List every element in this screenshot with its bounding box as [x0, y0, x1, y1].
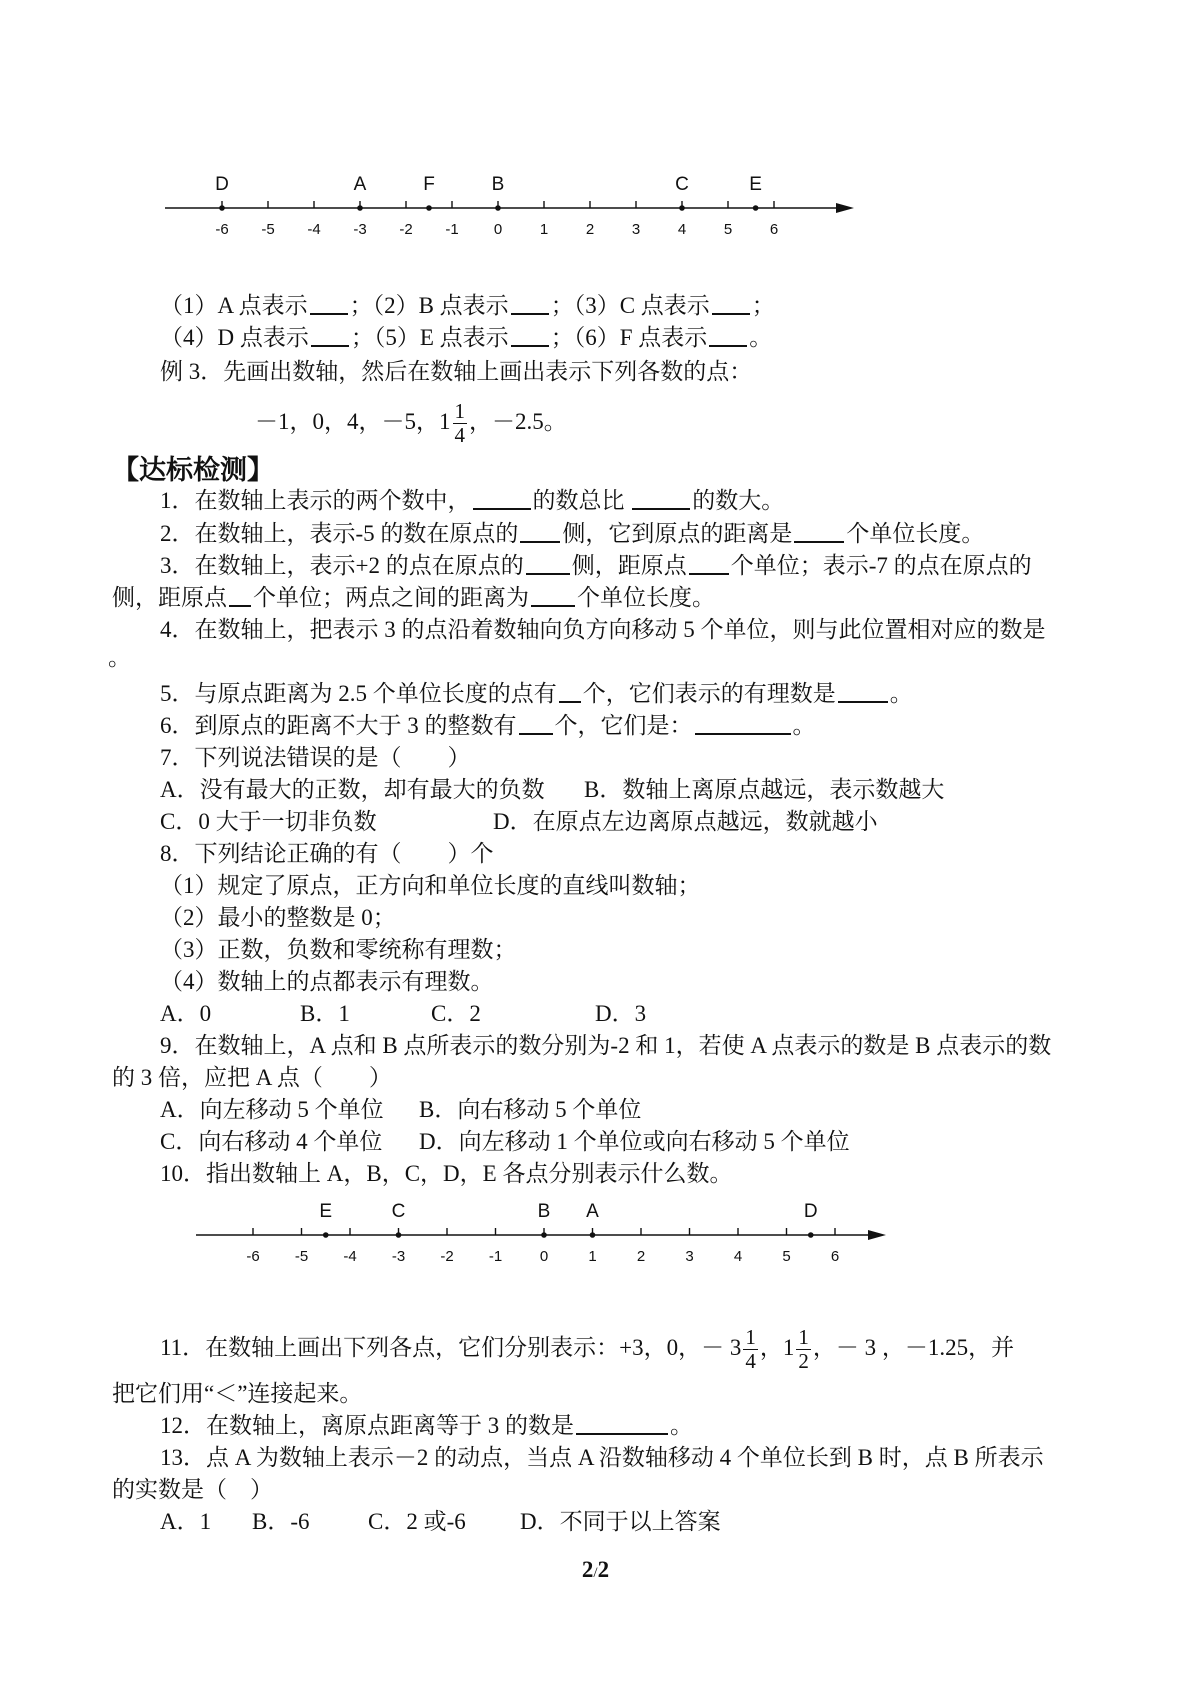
answer-blank[interactable]	[511, 323, 549, 347]
answer-blank[interactable]	[311, 323, 349, 347]
page-number	[0, 1557, 1191, 1583]
answer-blank[interactable]	[531, 583, 575, 607]
question-8-option-a[interactable]: A．0	[160, 1001, 212, 1026]
question-1	[160, 485, 784, 517]
question-text: 。	[889, 681, 913, 706]
question-13-line2: 的实数是（ ）	[112, 1477, 273, 1502]
point-dot	[495, 205, 501, 211]
question-8-option-c[interactable]: C．2	[431, 1001, 481, 1026]
question-text: ，1	[759, 1335, 795, 1360]
section-title: 【达标检测】	[112, 455, 274, 486]
answer-blank[interactable]	[709, 323, 747, 347]
tick-label: 4	[733, 1248, 743, 1265]
tick-label: 6	[769, 221, 779, 238]
punctuation: ；	[751, 293, 775, 318]
question-9-line2: 的 3 倍，应把 A 点（ ）	[112, 1065, 392, 1090]
question-text: 1．在数轴上表示的两个数中，	[160, 488, 471, 513]
question-13-line1: 13．点 A 为数轴上表示－2 的动点，当点 A 沿数轴移动 4 个单位长到 B 时，点 B 所表示	[160, 1445, 1044, 1470]
point-label: A	[353, 174, 367, 195]
fraction-denominator: 2	[798, 1349, 809, 1374]
question-3-line2	[112, 582, 715, 614]
question-8-statement-4: （4）数轴上的点都表示有理数。	[160, 969, 494, 994]
question-10: 10．指出数轴上 A，B，C，D，E 各点分别表示什么数。	[160, 1161, 733, 1186]
question-text: ，－ 3 ，－1.25，并	[812, 1335, 1015, 1360]
question-9-option-b[interactable]: B．向右移动 5 个单位	[419, 1097, 642, 1122]
question-text: 6．到原点的距离不大于 3 的整数有	[160, 713, 517, 738]
tick-label: -3	[353, 221, 367, 238]
question-5	[160, 678, 913, 710]
question-7-option-d[interactable]: D．在原点左边离原点越远，数就越小	[493, 809, 878, 834]
question-text: 侧，距原点	[112, 585, 227, 610]
question-6	[160, 710, 816, 742]
point-label: E	[319, 1201, 333, 1222]
q-c-point: ；（3）C 点表示	[550, 293, 710, 318]
question-8: 8．下列结论正确的有（ ）个	[160, 841, 494, 866]
tick-label: -2	[440, 1248, 454, 1265]
axis-arrow	[836, 203, 854, 213]
point-dot	[590, 1232, 596, 1238]
question-9-option-c[interactable]: C．向右移动 4 个单位	[160, 1129, 383, 1154]
question-text: 3．在数轴上，表示+2 的点在原点的	[160, 553, 524, 578]
tick-label: -4	[343, 1248, 357, 1265]
q-d-point: （4）D 点表示	[160, 325, 309, 350]
question-2	[160, 518, 984, 550]
q-b-point: ；（2）B 点表示	[349, 293, 509, 318]
point-label: D	[803, 1201, 818, 1222]
question-4-end: 。	[108, 645, 131, 670]
question-text: 个，它们表示的有理数是	[582, 681, 836, 706]
tick-label: 2	[636, 1248, 646, 1265]
punctuation: 。	[749, 325, 773, 350]
question-7: 7．下列说法错误的是（ ）	[160, 745, 471, 770]
question-text: 12．在数轴上，离原点距离等于 3 的数是	[160, 1413, 574, 1438]
example2-line1	[160, 290, 775, 322]
answer-blank[interactable]	[473, 486, 531, 510]
answer-blank[interactable]	[526, 551, 570, 575]
question-8-statement-3: （3）正数，负数和零统称有理数；	[160, 937, 517, 962]
fraction	[743, 1326, 758, 1373]
question-11-line1	[160, 1322, 1014, 1374]
fraction	[453, 400, 468, 447]
tick-label: -2	[399, 221, 413, 238]
point-label: B	[537, 1201, 551, 1222]
question-text: 2．在数轴上，表示-5 的数在原点的	[160, 521, 519, 546]
page-current: 2	[581, 1557, 594, 1582]
answer-blank[interactable]	[689, 551, 729, 575]
question-13-option-c[interactable]: C．2 或-6	[368, 1509, 466, 1534]
question-9-option-a[interactable]: A．向左移动 5 个单位	[160, 1097, 384, 1122]
point-label: A	[586, 1201, 599, 1222]
answer-blank[interactable]	[632, 486, 690, 510]
point-dot	[808, 1232, 814, 1238]
question-text: 个单位长度。	[846, 521, 985, 546]
tick-label: 5	[782, 1248, 791, 1265]
point-dot	[219, 205, 225, 211]
point-dot	[357, 205, 363, 211]
answer-blank[interactable]	[838, 679, 888, 703]
tick-label: -6	[215, 221, 229, 238]
example2-line2	[160, 322, 772, 354]
number-line-2-svg	[0, 1180, 1191, 1300]
number-line-2	[0, 1180, 1191, 1300]
question-12	[160, 1410, 693, 1442]
answer-blank[interactable]	[576, 1411, 668, 1435]
question-13-option-a[interactable]: A．1	[160, 1509, 212, 1534]
answer-blank[interactable]	[511, 291, 549, 315]
question-7-option-a[interactable]: A．没有最大的正数，却有最大的负数	[160, 777, 545, 802]
question-9-line1: 9．在数轴上，A 点和 B 点所表示的数分别为-2 和 1，若使 A 点表示的数是 B 点表示的数	[160, 1033, 1052, 1058]
answer-blank[interactable]	[559, 679, 581, 703]
q-f-point: ；（6）F 点表示	[550, 325, 708, 350]
point-dot	[679, 205, 685, 211]
answer-blank[interactable]	[310, 291, 348, 315]
axis-arrow	[868, 1230, 886, 1240]
tick-label: 0	[493, 221, 503, 238]
point-dot	[541, 1232, 547, 1238]
fraction-denominator: 4	[745, 1349, 756, 1374]
page-total: 2	[597, 1557, 610, 1582]
question-13-option-d[interactable]: D．不同于以上答案	[520, 1509, 721, 1534]
question-4: 4．在数轴上，把表示 3 的点沿着数轴向负方向移动 5 个单位，则与此位置相对应的数是	[160, 617, 1046, 642]
example3-numbers-b: ，－2.5。	[469, 409, 567, 434]
question-text: 。	[792, 713, 816, 738]
question-8-statement-2: （2）最小的整数是 0；	[160, 905, 396, 930]
tick-label: -4	[307, 221, 321, 238]
fraction-numerator: 1	[454, 399, 465, 424]
question-11-line2: 把它们用“＜”连接起来。	[112, 1381, 363, 1406]
answer-blank[interactable]	[519, 711, 553, 735]
point-label: C	[391, 1201, 406, 1222]
tick-label: -1	[488, 1248, 503, 1265]
answer-blank[interactable]	[794, 519, 844, 543]
question-text: 个，它们是：	[554, 713, 693, 738]
question-7-option-b[interactable]: B．数轴上离原点越远，表示数越大	[584, 777, 945, 802]
example3-numbers	[255, 397, 567, 447]
tick-label: 4	[677, 221, 687, 238]
tick-label: 3	[631, 221, 641, 238]
question-text: 个单位长度。	[577, 585, 715, 610]
point-label: D	[215, 174, 229, 195]
tick-label: -5	[261, 221, 275, 238]
example3-numbers-a: －1，0，4，－5，1	[255, 409, 451, 434]
point-label: C	[675, 174, 689, 195]
question-8-statement-1: （1）规定了原点，正方向和单位长度的直线叫数轴；	[160, 873, 701, 898]
point-dot	[753, 205, 759, 211]
question-text: 的数大。	[692, 488, 785, 513]
answer-blank[interactable]	[712, 291, 750, 315]
point-dot	[396, 1232, 402, 1238]
answer-blank[interactable]	[229, 583, 251, 607]
tick-label: 2	[585, 221, 595, 238]
tick-label: 5	[723, 221, 733, 238]
answer-blank[interactable]	[520, 519, 560, 543]
question-text: 个单位；两点之间的距离为	[253, 585, 529, 610]
tick-label: 1	[588, 1248, 597, 1265]
point-label: E	[749, 174, 762, 195]
question-text: 5．与原点距离为 2.5 个单位长度的点有	[160, 681, 557, 706]
tick-label: 0	[539, 1248, 549, 1265]
question-text: 11．在数轴上画出下列各点，它们分别表示：+3，0，－ 3	[160, 1335, 742, 1360]
question-3-line1	[160, 550, 1032, 582]
question-8-option-b[interactable]: B．1	[300, 1001, 350, 1026]
tick-label: -5	[294, 1248, 309, 1265]
answer-blank[interactable]	[695, 711, 791, 735]
tick-label: 6	[830, 1248, 840, 1265]
example3-text: 例 3．先画出数轴，然后在数轴上画出表示下列各数的点：	[160, 359, 753, 384]
point-dot	[426, 205, 432, 211]
tick-label: 1	[539, 221, 549, 238]
question-text: 侧，它到原点的距离是	[562, 521, 793, 546]
point-dot	[323, 1232, 329, 1238]
number-line-1-svg	[0, 0, 1191, 260]
question-7-option-c[interactable]: C．0 大于一切非负数	[160, 809, 377, 834]
question-9-option-d[interactable]: D．向左移动 1 个单位或向右移动 5 个单位	[419, 1129, 850, 1154]
q-e-point: ；（5）E 点表示	[350, 325, 509, 350]
fraction	[796, 1326, 811, 1373]
tick-label: -6	[246, 1248, 260, 1265]
point-label: F	[423, 174, 435, 195]
fraction-numerator: 1	[798, 1325, 809, 1350]
question-text: 个单位；表示-7 的点在原点的	[730, 553, 1032, 578]
question-text: 。	[670, 1413, 693, 1438]
q-a-point: （1）A 点表示	[160, 293, 308, 318]
question-text: 的数总比	[532, 488, 631, 513]
point-label: B	[491, 174, 505, 195]
fraction-denominator: 4	[454, 423, 465, 448]
page-separator: /	[593, 1565, 598, 1581]
tick-label: -1	[445, 221, 459, 238]
tick-label: -3	[391, 1248, 406, 1265]
tick-label: 3	[685, 1248, 694, 1265]
fraction-numerator: 1	[745, 1325, 756, 1350]
question-13-option-b[interactable]: B．-6	[252, 1509, 310, 1534]
number-line-1	[0, 0, 1191, 260]
question-text: 侧，距原点	[571, 553, 687, 578]
question-8-option-d[interactable]: D．3	[595, 1001, 647, 1026]
